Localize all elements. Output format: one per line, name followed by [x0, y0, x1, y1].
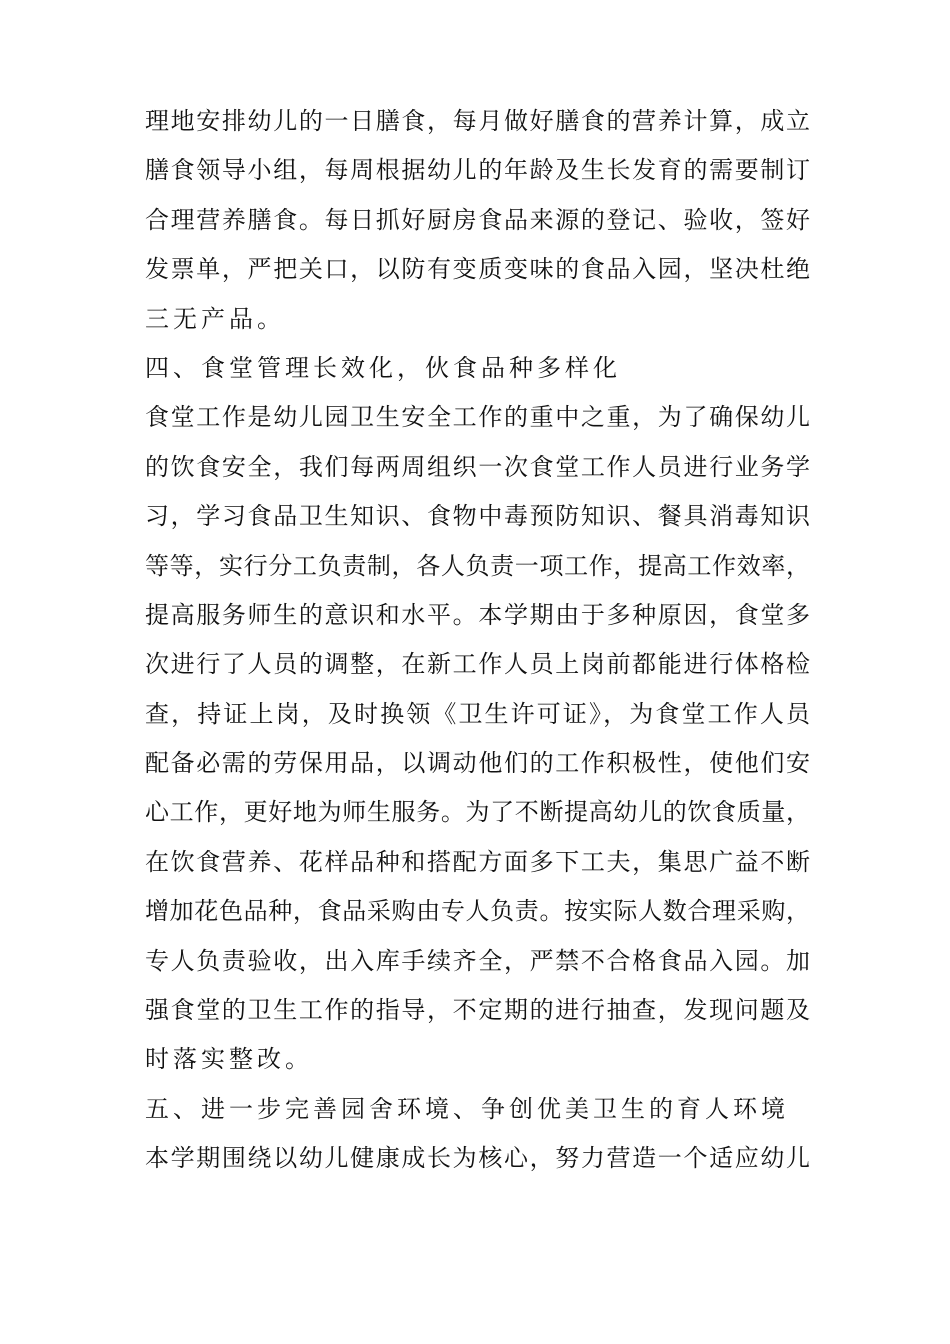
document-body — [145, 97, 810, 1184]
text-line: 四、食堂管理长效化，伙食品种多样化 — [145, 353, 621, 382]
text-line: 本学期围绕以幼儿健康成长为核心，努力营造一个适应幼儿 — [145, 1144, 810, 1173]
text-line: 配备必需的劳保用品，以调动他们的工作积极性，使他们安 — [145, 749, 810, 778]
text-line: 习，学习食品卫生知识、食物中毒预防知识、餐具消毒知识 — [145, 502, 810, 531]
text-line: 时落实整改。 — [145, 1045, 313, 1074]
text-line: 次进行了人员的调整，在新工作人员上岗前都能进行体格检 — [145, 650, 810, 679]
text-line: 膳食领导小组，每周根据幼儿的年龄及生长发育的需要制订 — [145, 156, 810, 185]
text-line: 心工作，更好地为师生服务。为了不断提高幼儿的饮食质量， — [145, 798, 810, 827]
text-line: 专人负责验收，出入库手续齐全，严禁不合格食品入园。加 — [145, 946, 810, 975]
text-line: 提高服务师生的意识和水平。本学期由于多种原因，食堂多 — [145, 600, 810, 629]
text-line: 食堂工作是幼儿园卫生安全工作的重中之重，为了确保幼儿 — [145, 403, 810, 432]
text-line: 三无产品。 — [145, 304, 285, 333]
text-line: 在饮食营养、花样品种和搭配方面多下工夫，集思广益不断 — [145, 847, 810, 876]
text-line: 增加花色品种，食品采购由专人负责。按实际人数合理采购， — [145, 897, 810, 926]
text-line: 等等，实行分工负责制，各人负责一项工作，提高工作效率， — [145, 551, 810, 580]
text-line: 强食堂的卫生工作的指导，不定期的进行抽查，发现问题及 — [145, 996, 810, 1025]
text-line: 理地安排幼儿的一日膳食，每月做好膳食的营养计算，成立 — [145, 107, 810, 135]
text-line: 合理营养膳食。每日抓好厨房食品来源的登记、验收，签好 — [145, 205, 810, 234]
text-line: 查，持证上岗，及时换领《卫生许可证》，为食堂工作人员 — [145, 699, 810, 728]
text-line: 发票单，严把关口，以防有变质变味的食品入园，坚决杜绝 — [145, 255, 810, 284]
text-line: 五、进一步完善园舍环境、争创优美卫生的育人环境 — [145, 1094, 789, 1123]
text-line: 的饮食安全，我们每两周组织一次食堂工作人员进行业务学 — [145, 452, 810, 481]
